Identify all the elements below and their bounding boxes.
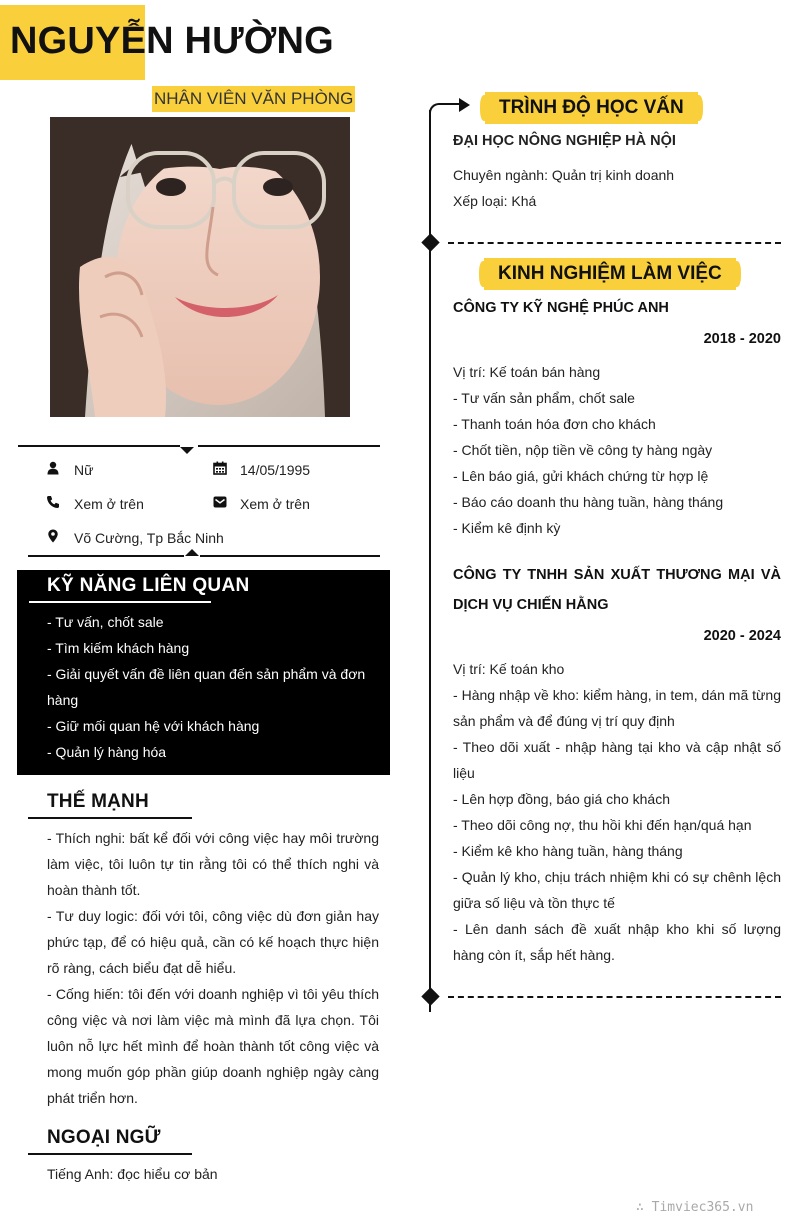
list-item: - Tư duy logic: đối với tôi, công việc dù đơn giản hay phức tạp, để có hiệu quả, cần có kế hoạch thực hiện rõ ràng, cách biểu đạt dễ hiểu. (47, 908, 379, 976)
watermark: ∴ Timviec365.vn (636, 1200, 754, 1215)
timeline-arrow-icon (459, 98, 470, 112)
skills-title: KỸ NĂNG LIÊN QUAN (47, 575, 250, 596)
list-item: - Giải quyết vấn đề liên quan đến sản phẩm và đơn hàng (47, 666, 366, 708)
envelope-icon (213, 495, 227, 509)
education-school: ĐẠI HỌC NÔNG NGHIỆP HÀ NỘI (453, 133, 676, 149)
job-duties (453, 656, 781, 968)
job-company: CÔNG TY KỸ NGHỆ PHÚC ANH (453, 300, 669, 316)
list-item: Vị trí: Kế toán kho (453, 661, 565, 677)
list-item: - Theo dõi công nợ, thu hồi khi đến hạn/quá hạn (453, 817, 752, 833)
phone-value: Xem ở trên (74, 496, 144, 512)
experience-divider (448, 996, 781, 998)
birthday-value: 14/05/1995 (240, 462, 311, 478)
list-item: - Quản lý kho, chịu trách nhiệm khi có sự chênh lệch giữa số liệu và tồn thực tế (453, 869, 781, 911)
list-item: - Tư vấn, chốt sale (47, 614, 164, 630)
list-item: - Kiểm kê định kỳ (453, 520, 561, 536)
list-item: - Kiểm kê kho hàng tuần, hàng tháng (453, 843, 683, 859)
experience-title: KINH NGHIỆM LÀM VIỆC (484, 258, 736, 290)
list-item: - Lên hợp đồng, báo giá cho khách (453, 791, 671, 807)
strengths-title: THẾ MẠNH (47, 791, 149, 812)
education-grade: Xếp loại: Khá (453, 193, 537, 209)
candidate-name: NGUYỄN HƯỜNG (10, 20, 334, 62)
info-top-triangle (180, 447, 194, 454)
phone-icon (46, 495, 60, 509)
education-major: Chuyên ngành: Quản trị kinh doanh (453, 167, 675, 183)
job-title: NHÂN VIÊN VĂN PHÒNG (152, 86, 355, 112)
languages-text: Tiếng Anh: đọc hiểu cơ bản (47, 1166, 218, 1182)
skills-list (47, 609, 377, 765)
list-item: - Báo cáo doanh thu hàng tuần, hàng tháng (453, 494, 724, 510)
skills-section (17, 570, 390, 775)
gender-value: Nữ (74, 462, 94, 478)
info-bottom-line-right (200, 555, 380, 557)
info-bottom-triangle (185, 549, 199, 556)
timeline-diamond (421, 987, 439, 1005)
list-item: - Giữ mối quan hệ với khách hàng (47, 718, 260, 734)
list-item: - Thích nghi: bất kể đối với công việc hay môi trường làm việc, tôi luôn tự tin rằng tôi có thể thích nghi và hoàn thành tốt. (47, 830, 379, 898)
list-item: - Cống hiến: tôi đến với doanh nghiệp vì tôi yêu thích công việc và nơi làm việc mà mình đã lựa chọn. Tôi luôn nỗ lực hết mình để hoàn thành tốt công việc và mong muốn góp phần giúp doanh nghiệp ngày càng phát triển hơn. (47, 986, 379, 1106)
map-pin-icon (46, 529, 60, 543)
timeline-diamond (421, 233, 439, 251)
skills-title-underline (29, 601, 211, 603)
timeline-hook (429, 103, 461, 117)
info-top-line-left (18, 445, 180, 447)
user-icon (46, 461, 60, 475)
job-duties (453, 359, 781, 541)
education-title: TRÌNH ĐỘ HỌC VẤN (485, 92, 698, 124)
languages-title: NGOẠI NGỮ (47, 1127, 161, 1148)
profile-photo (50, 117, 350, 417)
list-item: - Quản lý hàng hóa (47, 744, 167, 760)
job-company: CÔNG TY TNHH SẢN XUẤT THƯƠNG MẠI VÀ DỊCH VỤ CHIẾN HẰNG (453, 567, 781, 613)
list-item: - Lên danh sách đề xuất nhập kho khi số lượng hàng còn ít, sắp hết hàng. (453, 921, 781, 963)
job-years: 2020 - 2024 (703, 628, 781, 644)
email-value: Xem ở trên (240, 496, 310, 512)
address-value: Võ Cường, Tp Bắc Ninh (74, 530, 224, 546)
list-item: - Tìm kiếm khách hàng (47, 640, 190, 656)
languages-title-underline (28, 1153, 192, 1155)
strengths-title-underline (28, 817, 192, 819)
calendar-icon (213, 461, 227, 475)
list-item: - Lên báo giá, gửi khách chứng từ hợp lệ (453, 468, 709, 484)
list-item: - Tư vấn sản phẩm, chốt sale (453, 390, 635, 406)
list-item: - Hàng nhập về kho: kiểm hàng, in tem, dán mã từng sản phẩm và để đúng vị trí quy định (453, 687, 781, 729)
list-item: Vị trí: Kế toán bán hàng (453, 364, 601, 380)
list-item: - Chốt tiền, nộp tiền về công ty hàng ngày (453, 442, 713, 458)
info-top-line-right (198, 445, 380, 447)
profile-photo-illustration (50, 117, 350, 417)
education-divider (448, 242, 781, 244)
strengths-text (47, 825, 379, 1111)
job-years: 2018 - 2020 (703, 331, 781, 347)
list-item: - Thanh toán hóa đơn cho khách (453, 416, 656, 432)
info-bottom-line-left (28, 555, 184, 557)
list-item: - Theo dõi xuất - nhập hàng tại kho và cập nhật số liệu (453, 739, 781, 781)
